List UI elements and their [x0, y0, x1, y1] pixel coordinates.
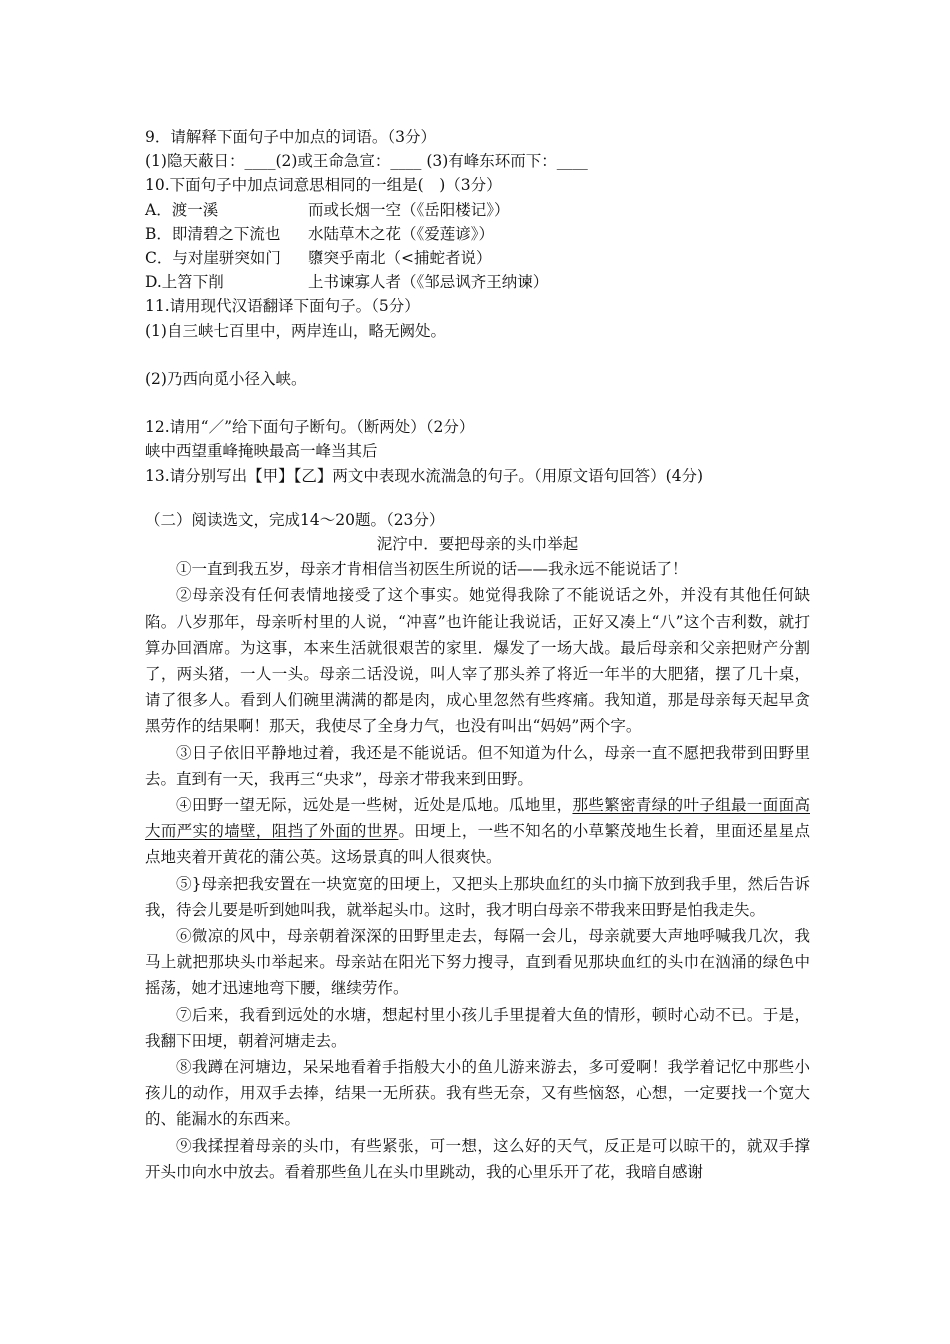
- option-right: 隳突乎南北（<捕蛇者说）: [308, 248, 492, 267]
- paragraph-3: ③日子依旧平静地过着，我还是不能说话。但不知道为什么，母亲一直不愿把我带到田野里去。直到有一天，我再三“央求”，母亲才带我来到田野。: [145, 743, 810, 788]
- q10-title: 10.下面句子中加点词意思相同的一组是( )（3分）: [145, 176, 502, 195]
- q12-text: 峡中西望重峰掩映最高一峰当其后: [145, 442, 378, 461]
- p4-end: 。田埂上，一些不知名的小草繁茂地生长着，里面还星星点点地夹着开黄花的蒲公英。这场景真的叫人很爽快。: [145, 822, 810, 867]
- paragraph-7: ⑦后来，我看到远处的水塘，想起村里小孩儿手里提着大鱼的情形，顿时心动不已。于是，我翻下田埂，朝着河塘走去。: [145, 1005, 810, 1050]
- q10-option-b: [145, 222, 810, 246]
- q12-title: 12.请用“／”给下面句子断句。（断两处）（2分）: [145, 418, 475, 437]
- option-left: A．渡一溪: [145, 200, 219, 219]
- q13-title: 13.请分别写出【甲】【乙】两文中表现水流湍急的句子。（用原文语句回答）(4分): [145, 466, 704, 485]
- q9-title: 9．请解释下面句子中加点的词语。（3分）: [145, 128, 436, 146]
- article-title: 泥泞中．要把母亲的头巾举起: [376, 535, 579, 553]
- paragraph-4: [145, 792, 810, 871]
- paragraph-5: ⑤}母亲把我安置在一块宽宽的田埂上，又把头上那块血红的头巾摘下放到我手里，然后告诉我，待会儿要是听到她叫我，就举起头巾。这时，我才明白母亲不带我来田野是怕我走失。: [145, 874, 810, 919]
- paragraph-8: ⑧我蹲在河塘边，呆呆地看着手指般大小的鱼儿游来游去，多可爱啊！我学着记忆中那些小孩儿的动作，用双手去捧，结果一无所获。我有些无奈，又有些恼怒，心想，一定要找一个宽大的、能漏水的东西来。: [145, 1058, 810, 1129]
- underlined-sentence: 那些繁密青绿的叶子组最一面面高大而严实的墙壁，阻挡了外面的世界: [145, 796, 810, 841]
- q10-option-d: [145, 270, 810, 294]
- q10-option-c: [145, 246, 810, 270]
- q9-items: (1)隐天蔽日：____(2)或王命急宣：____ (3)有峰东环而下：____: [145, 152, 588, 171]
- q11-sentence-1: (1)自三峡七百里中，两岸连山，略无阙处。: [145, 321, 446, 340]
- paragraph-2: ②母亲没有任何表情地接受了这个事实。她觉得我除了不能说话之外，并没有其他任何缺陷。八岁那年，母亲听村里的人说，“冲喜”也许能让我说话，正好又凑上“八”这个吉利数，就打算办回酒席。为这事，本来生活就很艰苦的家里．爆发了一场大战。最后母亲和父亲把财产分割了，两头猪，一人一头。母亲二话没说，叫人宰了那头养了将近一年半的大肥猪，摆了几十桌，请了很多人。看到人们碗里满满的都是肉，成心里忽然有些疼痛。我知道，那是母亲每天起早贪黑劳作的结果啊！那天，我使尽了全身力气，也没有叫出“妈妈”两个字。: [145, 586, 810, 736]
- section2-header: （二）阅读选文，完成14～20题。（23分）: [145, 510, 445, 529]
- option-right: 上书谏寡人者（《邹忌讽齐王纳谏）: [308, 273, 549, 292]
- paragraph-6: ⑥微凉的风中，母亲朝着深深的田野里走去，每隔一会儿，母亲就要大声地呼喊我几次，我马上就把那块头巾举起来。母亲站在阳光下努力搜寻，直到看见那块血红的头巾在汹涌的绿色中摇荡，她才迅速地弯下腰，继续劳作。: [145, 927, 810, 998]
- option-left: C．与对崖骈突如门: [145, 248, 281, 267]
- q11-sentence-2: (2)乃西向觅小径入峡。: [145, 369, 307, 388]
- p4-start: ④田野一望无际，远处是一些树，近处是瓜地。瓜地里，: [176, 796, 573, 815]
- q11-title: 11.请用现代汉语翻译下面句子。（5分）: [145, 297, 420, 316]
- option-left: B．即清碧之下流也: [145, 224, 281, 243]
- option-right: 水陆草木之花（《爱莲谚》）: [308, 224, 495, 243]
- paragraph-1: ①一直到我五岁，母亲才肯相信当初医生所说的话——我永远不能说话了！: [176, 560, 688, 579]
- option-left: D.上笤下削: [145, 273, 224, 292]
- option-right: 而或长烟一空（《岳阳楼记》）: [308, 200, 510, 219]
- exam-page: [145, 125, 810, 1185]
- paragraph-9: ⑨我揉捏着母亲的头巾，有些紧张，可一想，这么好的天气，反正是可以晾干的，就双手撑开头巾向水中放去。看着那些鱼儿在头巾里跳动，我的心里乐开了花，我暗自感谢: [145, 1136, 810, 1181]
- q10-option-a: [145, 198, 810, 222]
